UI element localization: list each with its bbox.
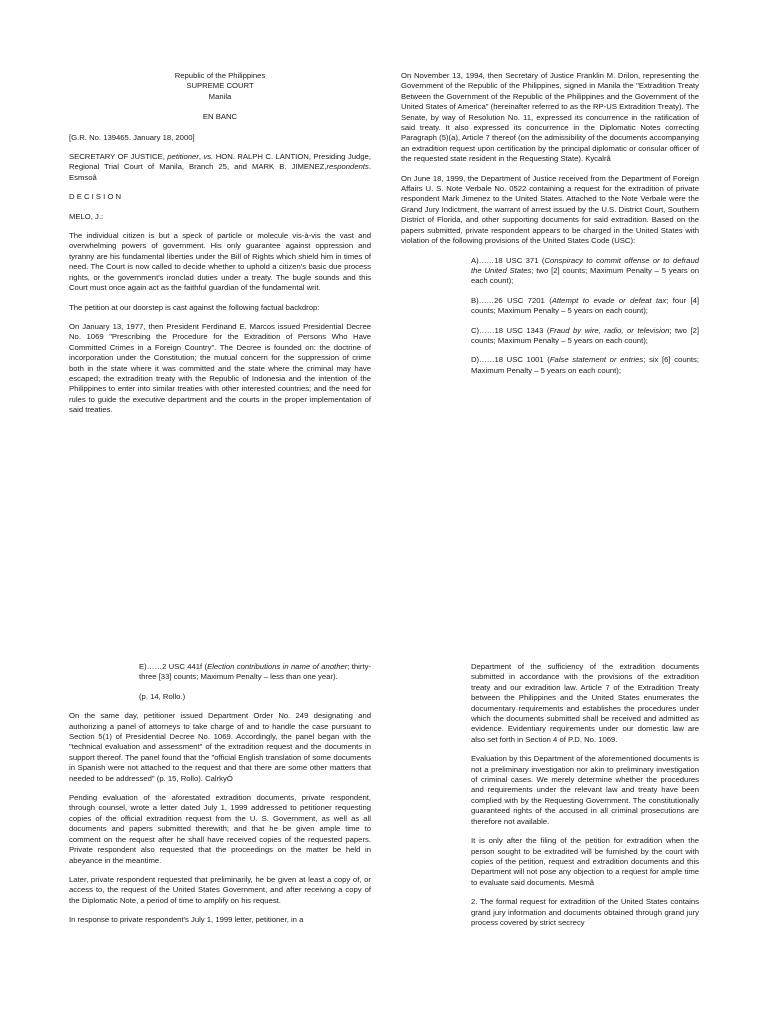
header-supreme-court: SUPREME COURT bbox=[186, 81, 254, 91]
court-header bbox=[69, 71, 371, 123]
paragraph: In response to private respondent's July 1, 1999 letter, petitioner, in a bbox=[69, 915, 304, 925]
charge-penalty: ; four [4] counts; Maximum Penalty – 5 years on each count); bbox=[471, 295, 699, 316]
charge-offense: Conspiracy to commit offense or to defraud the United States bbox=[471, 255, 699, 275]
paragraph: Pending evaluation of the aforestated extradition documents, private respondent, through counsel, wrote a letter dated July 1, 1999 addressed to petitioner requesting copies of the official extradition request from the U. S. Government, as well as all documents and papers submitted therewith; and that he be given ample time to comment on the request after he shall have received copies of the requested papers. Private respondent also requested that the proceedings on the matter be held in abeyance in the meantime. bbox=[69, 793, 371, 865]
parties-part: HON. RALPH C. LANTION, Presiding Judge, Regional Trial Court of Manila, Branch 25, and MARK B. JIMENEZ, bbox=[69, 152, 371, 172]
parties-part: . Esmsoâ bbox=[69, 162, 371, 182]
paragraph: On June 18, 1999, the Department of Justice received from the Department of Foreign Affairs U. S. Note Verbale No. 0522 containing a request for the extradition of private respondent Mark Jimenez to the United States. Attached to the Note Verbale were the Grand Jury Indictment, the warrant of arrest issued by the U.S. District Court, Southern District of Florida, and other supporting documents for said extradition. Based on the papers submitted, private respondent appears to be charged in the United States with violation of the following provisions of the United States Code (USC): bbox=[401, 173, 699, 246]
charge-offense: Fraud by wire, radio, or television bbox=[549, 325, 670, 335]
charge-offense: Election contributions in name of another bbox=[207, 662, 348, 671]
charges-list-continued bbox=[139, 662, 371, 702]
charge-item bbox=[139, 662, 371, 683]
decision-title: D E C I S I O N bbox=[69, 192, 122, 202]
paragraph: On the same day, petitioner issued Department Order No. 249 designating and authorizing a panel of attorneys to take charge of and to handle the case pursuant to Section 5(1) of Presidential Decree No. 1069. Accordingly, the panel began with the "technical evaluation and assessment" of the extradition request and the documents in support thereof. The panel found that the "official English translation of some documents in Spanish were not attached to the request and that there are some other matters that needed to be addressed" (p. 15, Rollo). CalrkyÓ bbox=[69, 711, 371, 783]
charge-offense: False statement or entries bbox=[549, 355, 644, 365]
charge-offense: Attempt to evade or defeat tax bbox=[551, 295, 667, 305]
paragraph: 2. The formal request for extradition of the United States contains grand jury information and documents obtained through grand jury process covered by strict secrecy bbox=[471, 897, 699, 927]
charge-penalty: ; six [6] counts; Maximum Penalty – 5 years on each count); bbox=[471, 355, 699, 375]
paragraph: It is only after the filing of the petition for extradition when the person sought to be extradited will be furnished by the court with copies of the petition, request and extradition documents and this Department will not pose any objection to a request for ample time to evaluate said documents. Mesmâ bbox=[471, 836, 699, 887]
charge-code: B)……26 USC 7201 ( bbox=[471, 295, 552, 305]
charges-list bbox=[471, 256, 699, 377]
charge-penalty: ; two [2] counts; Maximum Penalty – 5 years on each count); bbox=[471, 265, 699, 286]
charge-item bbox=[471, 256, 699, 287]
paragraph: Later, private respondent requested that preliminarily, he be given at least a copy of, or access to, the request of the United States Government, and after receiving a copy of the Diplomatic Note, a period of time to amplify on his request. bbox=[69, 874, 371, 905]
charge-code: E)……2 USC 441f ( bbox=[139, 662, 208, 671]
paragraph: The petition at our doorstep is cast against the following factual backdrop: bbox=[69, 302, 320, 312]
paragraph: The individual citizen is but a speck of particle or molecule vis-à-vis the vast and overwhelming powers of government. His only guarantee against oppression and tyranny are his fundamental liberties under the Bill of Rights which shield him in times of need. The Court is now called to decide whether to uphold a citizen's basic due process rights, or the government's ironclad duties under a treaty. The bugle sounds and this Court must once again act as the faithful guardian of the fundamental writ. bbox=[69, 231, 371, 293]
charge-item bbox=[471, 326, 699, 347]
parties-respondents: respondents bbox=[326, 162, 369, 172]
right-column-page-2 bbox=[471, 662, 699, 937]
header-en-banc: EN BANC bbox=[202, 112, 238, 122]
parties-vs: vs. bbox=[203, 152, 214, 162]
paragraph: On November 13, 1994, then Secretary of Justice Franklin M. Drilon, representing the Government of the Republic of the Philippines, signed in Manila the "Extradition Treaty Between the Government of the Republic of the Philippines and the Government of the United States of America" (hereinafter referred to as the RP-US Extradition Treaty). The Senate, by way of Resolution No. 11, expressed its concurrence in the ratification of said treaty. It also expressed its concurrence in the Diplomatic Notes correcting Paragraph (5)(a), Article 7 thereof (on the admissibility of the documents accompanying an extradition request upon certification by the principal diplomatic or consular officer of the requested state resident in the Requesting State). Kycalrâ bbox=[401, 71, 699, 164]
charge-code: C)……18 USC 1343 ( bbox=[471, 325, 550, 335]
document-page-2 bbox=[0, 512, 768, 1024]
charge-code: A)……18 USC 371 ( bbox=[471, 255, 545, 265]
parties-part: , bbox=[198, 152, 204, 162]
header-republic: Republic of the Philippines bbox=[174, 71, 266, 80]
rollo-reference: (p. 14, Rollo.) bbox=[139, 691, 186, 701]
left-column-page-1 bbox=[69, 71, 371, 425]
paragraph: Department of the sufficiency of the extradition documents submitted in accordance with the provisions of the extradition treaty and our extradition law. Article 7 of the Extradition Treaty between the Philippines and the United States enumerates the documentary requirements and establishes the procedures under which the documents submitted shall be received and admitted as evidence. Evidentiary requirements under our domestic law are also set forth in Section 4 of P.D. No. 1069. bbox=[471, 662, 699, 744]
charge-penalty: ; two [2] counts; Maximum Penalty – 5 years on each count); bbox=[471, 325, 699, 345]
author-line: MELO, J.: bbox=[69, 211, 104, 221]
right-column-page-1 bbox=[401, 71, 699, 385]
case-number: [G.R. No. 139465. January 18, 2000] bbox=[69, 132, 195, 142]
paragraph: Evaluation by this Department of the aforementioned documents is not a preliminary investigation nor akin to preliminary investigation of criminal cases. We merely determine whether the procedures and requirements under the relevant law and treaty have been complied with by the Requesting Government. The constitutionally guaranteed rights of the accused in all criminal prosecutions are therefore not available. bbox=[471, 754, 699, 826]
charge-penalty: ; thirty-three [33] counts; Maximum Penalty – less than one year). bbox=[139, 662, 371, 682]
paragraph: On January 13, 1977, then President Ferdinand E. Marcos issued Presidential Decree No. 1069 "Prescribing the Procedure for the Extradition of Persons Who Have Committed Crimes in a Foreign Country". The Decree is founded on: the doctrine of incorporation under the Constitution; the mutual concern for the suppression of crime both in the state where it was committed and the state where the criminal may have escaped; the extradition treaty with the Republic of Indonesia and the intention of the Philippines to enter into similar treaties with other interested countries; and the need for rules to guide the executive department and the courts in the proper implementation of said treaties. bbox=[69, 321, 371, 415]
header-manila: Manila bbox=[208, 91, 232, 101]
parties-part: SECRETARY OF JUSTICE, bbox=[69, 152, 168, 162]
case-parties bbox=[69, 152, 371, 183]
charge-item bbox=[471, 355, 699, 376]
charge-code: D)……18 USC 1001 ( bbox=[471, 355, 550, 365]
charge-item bbox=[471, 296, 699, 317]
parties-petitioner: petitioner bbox=[167, 152, 199, 162]
left-column-page-2 bbox=[69, 662, 371, 935]
